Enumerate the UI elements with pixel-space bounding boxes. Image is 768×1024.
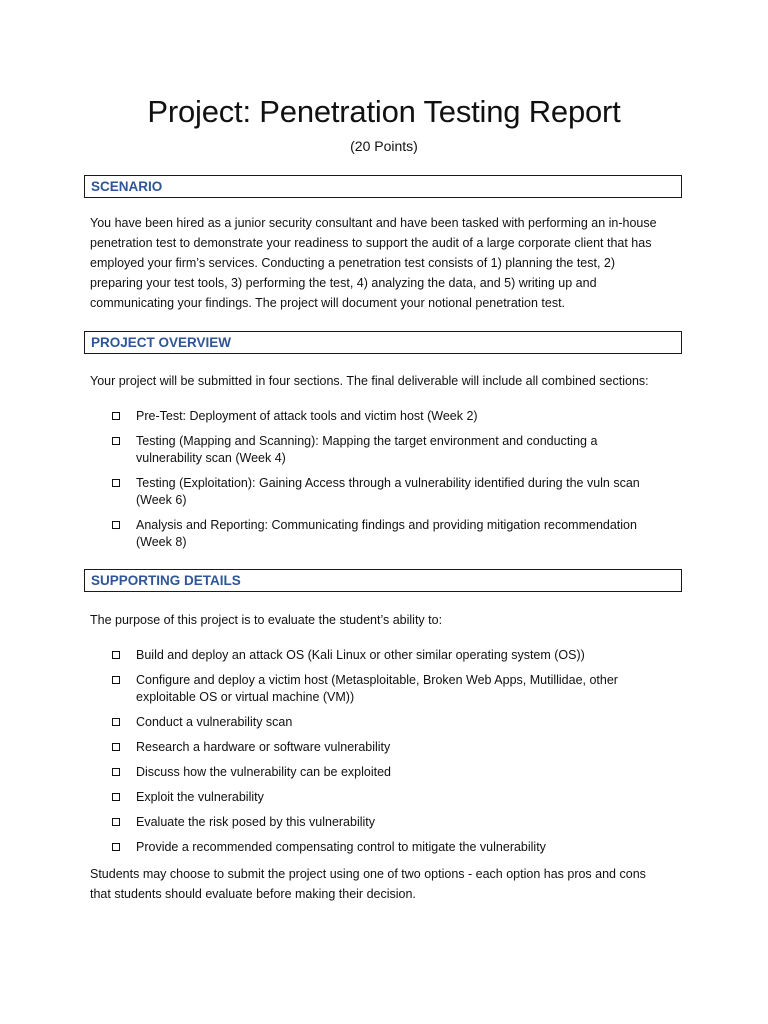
list-item xyxy=(110,433,680,467)
overview-deliverables-list xyxy=(110,408,680,551)
list-item-text: Provide a recommended compensating control to mitigate the vulnerability xyxy=(136,840,546,854)
checkbox-icon xyxy=(112,676,120,684)
list-item-text: Analysis and Reporting: Communicating findings and providing mitigation recommendation xyxy=(136,518,637,532)
scenario-paragraph xyxy=(90,213,680,313)
scenario-line: employed your firm’s services. Conducting a penetration test consists of 1) planning the test, 2) xyxy=(90,256,616,270)
checkbox-icon xyxy=(112,843,120,851)
scenario-line: communicating your findings. The project will document your notional penetration test. xyxy=(90,296,566,310)
supporting-heading: SUPPORTING DETAILS xyxy=(91,573,241,588)
list-item-text: Build and deploy an attack OS (Kali Linux or other similar operating system (OS)) xyxy=(136,648,585,662)
list-item xyxy=(110,839,680,856)
list-item-text-continued: exploitable OS or virtual machine (VM)) xyxy=(136,690,355,704)
list-item xyxy=(110,647,680,664)
list-item xyxy=(110,408,680,425)
checkbox-icon xyxy=(112,743,120,751)
checkbox-icon xyxy=(112,651,120,659)
list-item-text-continued: (Week 8) xyxy=(136,535,187,549)
closing-line: Students may choose to submit the project using one of two options - each option has pros and cons xyxy=(90,867,646,881)
checkbox-icon xyxy=(112,793,120,801)
checkbox-icon xyxy=(112,437,120,445)
scenario-heading-box xyxy=(84,175,682,198)
document-title: Project: Penetration Testing Report xyxy=(147,94,621,129)
overview-heading: PROJECT OVERVIEW xyxy=(91,335,232,350)
list-item-text: Discuss how the vulnerability can be exploited xyxy=(136,765,391,779)
list-item xyxy=(110,789,680,806)
overview-heading-box xyxy=(84,331,682,354)
list-item xyxy=(110,739,680,756)
overview-intro: Your project will be submitted in four sections. The final deliverable will include all combined sections: xyxy=(90,374,649,388)
closing-line: that students should evaluate before making their decision. xyxy=(90,887,416,901)
list-item xyxy=(110,764,680,781)
checkbox-icon xyxy=(112,479,120,487)
list-item-text-continued: (Week 6) xyxy=(136,493,187,507)
checkbox-icon xyxy=(112,412,120,420)
list-item-text: Exploit the vulnerability xyxy=(136,790,264,804)
list-item xyxy=(110,517,680,551)
list-item xyxy=(110,672,680,706)
supporting-skills-list xyxy=(110,647,680,856)
points-subtitle: (20 Points) xyxy=(350,138,418,154)
list-item-text: Testing (Mapping and Scanning): Mapping the target environment and conducting a xyxy=(136,434,598,448)
scenario-line: You have been hired as a junior security consultant and have been tasked with performing an in-house xyxy=(90,216,657,230)
closing-paragraph xyxy=(90,864,680,904)
list-item xyxy=(110,475,680,509)
list-item-text: Pre-Test: Deployment of attack tools and victim host (Week 2) xyxy=(136,409,478,423)
list-item-text-continued: vulnerability scan (Week 4) xyxy=(136,451,286,465)
list-item-text: Conduct a vulnerability scan xyxy=(136,715,293,729)
list-item-text: Testing (Exploitation): Gaining Access through a vulnerability identified during the vuln scan xyxy=(136,476,640,490)
checkbox-icon xyxy=(112,818,120,826)
list-item-text: Configure and deploy a victim host (Metasploitable, Broken Web Apps, Mutillidae, other xyxy=(136,673,618,687)
supporting-heading-box xyxy=(84,569,682,592)
scenario-heading: SCENARIO xyxy=(91,179,163,194)
checkbox-icon xyxy=(112,718,120,726)
list-item-text: Research a hardware or software vulnerability xyxy=(136,740,391,754)
scenario-line: penetration test to demonstrate your readiness to support the audit of a large corporate client that has xyxy=(90,236,652,250)
list-item xyxy=(110,714,680,731)
checkbox-icon xyxy=(112,521,120,529)
list-item xyxy=(110,814,680,831)
checkbox-icon xyxy=(112,768,120,776)
scenario-line: preparing your test tools, 3) performing the test, 4) analyzing the data, and 5) writing up and xyxy=(90,276,597,290)
list-item-text: Evaluate the risk posed by this vulnerability xyxy=(136,815,376,829)
supporting-intro: The purpose of this project is to evaluate the student’s ability to: xyxy=(90,613,443,627)
